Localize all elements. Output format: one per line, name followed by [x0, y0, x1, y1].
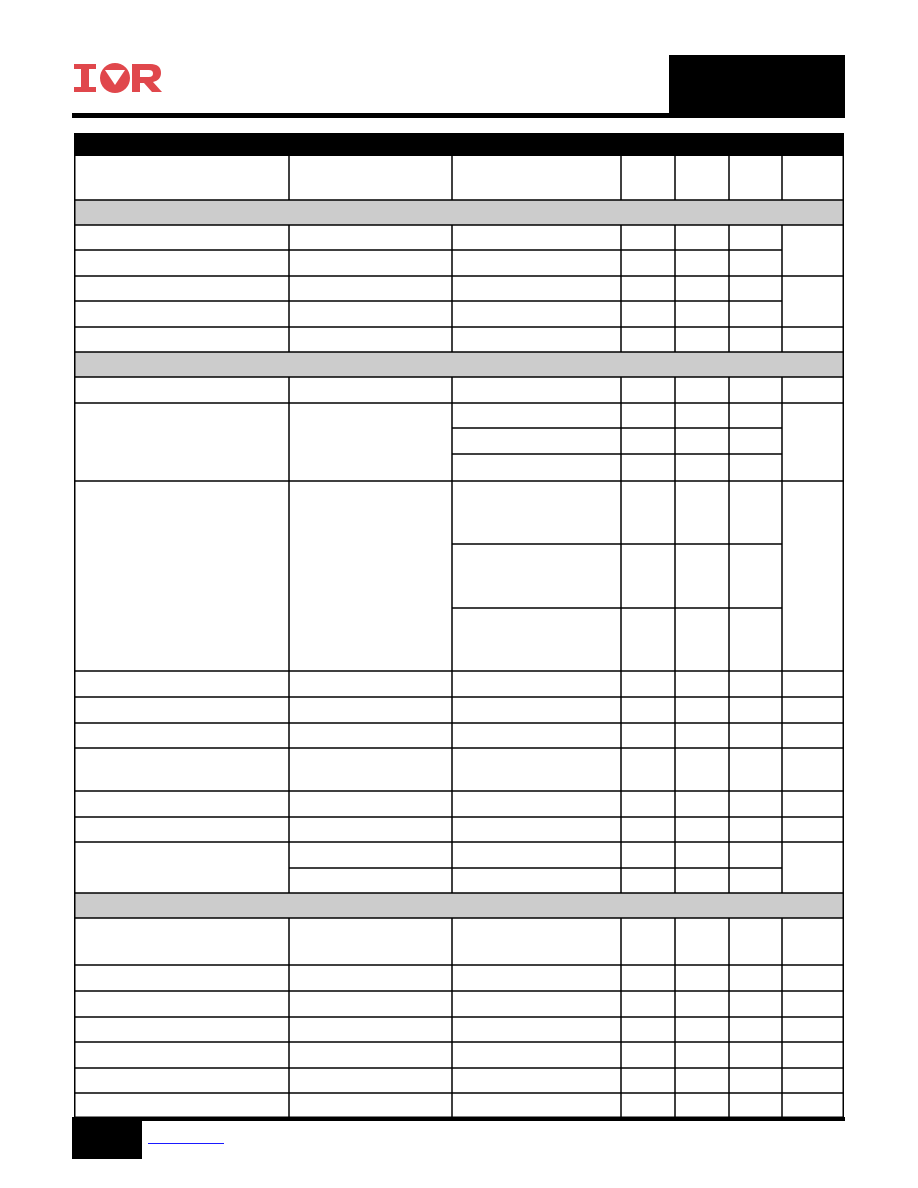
- footer-rule: [72, 1117, 845, 1121]
- electrical-characteristics-table: [74, 133, 844, 1118]
- table-title-bar: [74, 133, 844, 156]
- section-header-row: [74, 200, 844, 225]
- page-number-box: [72, 1121, 142, 1159]
- ir-logo: [72, 58, 164, 98]
- part-number-header-box: [669, 55, 845, 118]
- website-link[interactable]: [148, 1143, 224, 1144]
- section-header-row: [74, 893, 844, 918]
- section-header-row: [74, 352, 844, 377]
- header-rule: [72, 113, 672, 118]
